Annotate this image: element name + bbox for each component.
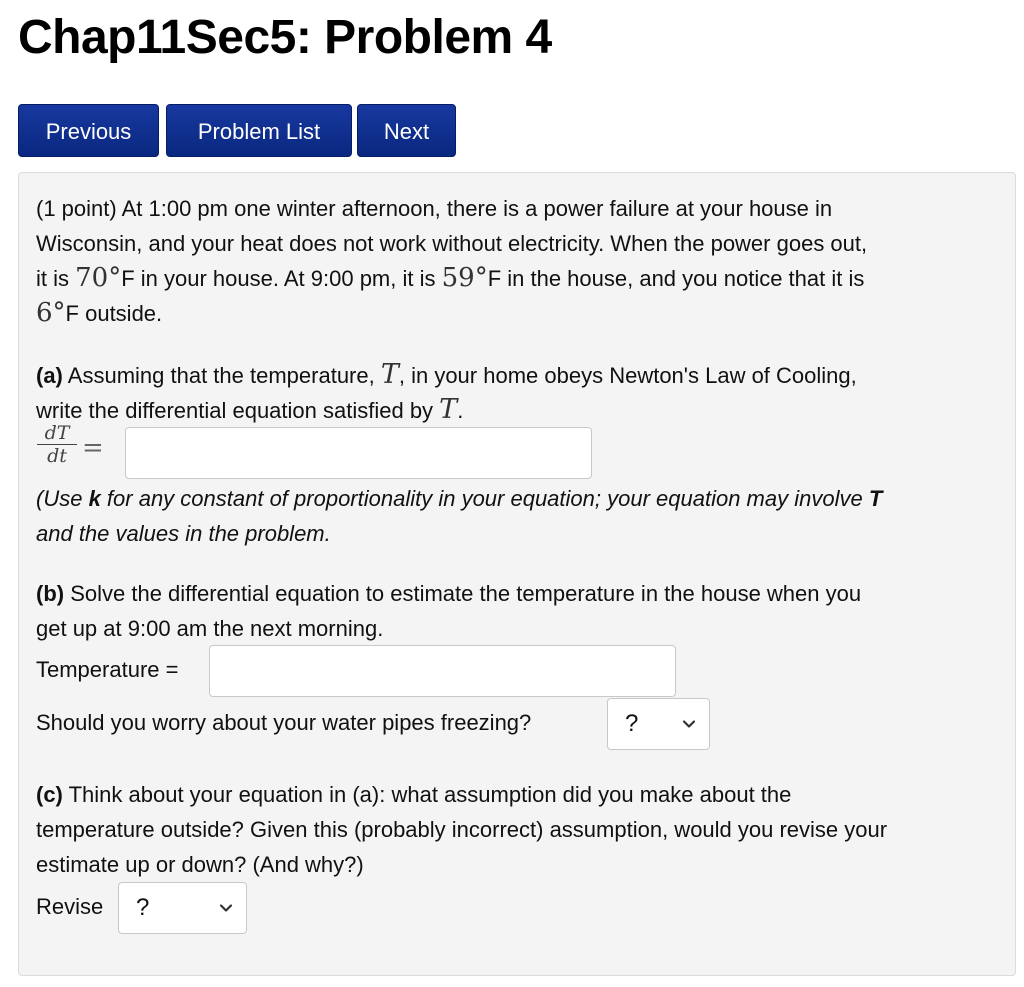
revise-selected: ? <box>136 894 150 921</box>
part-a-line-1: (a) Assuming that the temperature, T, in your home obeys Newton's Law of Cooling, <box>36 359 857 390</box>
part-c-line-3: estimate up or down? (And why?) <box>36 852 364 877</box>
equals-sign: = <box>82 433 104 463</box>
problem-list-button[interactable]: Problem List <box>166 104 352 157</box>
part-b-line-2: get up at 9:00 am the next morning. <box>36 616 384 641</box>
problem-body <box>18 172 1016 976</box>
outside-temperature: 6 <box>36 298 53 328</box>
start-temperature: 70 <box>75 263 109 293</box>
intro-line-3: it is 70°F in your house. At 9:00 pm, it is 59°F in the house, and you notice that it is <box>36 263 865 293</box>
revise-select[interactable] <box>118 882 247 934</box>
part-c-line-2: temperature outside? Given this (probably incorrect) assumption, would you revise your <box>36 817 888 842</box>
part-a-note-line-2: and the values in the problem. <box>36 521 331 546</box>
pipes-freezing-select[interactable] <box>607 698 710 750</box>
chevron-down-icon <box>218 900 234 916</box>
part-b-label: (b) <box>36 581 65 606</box>
part-a-note-line-1: (Use k for any constant of proportionality in your equation; your equation may involve T <box>36 486 883 511</box>
part-c-label: (c) <box>36 782 63 807</box>
pipes-freezing-selected: ? <box>625 710 639 737</box>
temperature-label: Temperature = <box>36 657 179 682</box>
dT-dt-fraction: $\frac{dT}{dt}$ <box>37 423 77 467</box>
temperature-input[interactable] <box>209 645 676 697</box>
later-temperature: 59 <box>441 263 475 293</box>
part-b-line-1: (b) Solve the differential equation to estimate the temperature in the house when you <box>36 581 862 606</box>
revise-label: Revise <box>36 894 104 919</box>
intro-line-1: (1 point) At 1:00 pm one winter afternoon, there is a power failure at your house in <box>36 196 833 221</box>
differential-equation-input[interactable] <box>125 427 592 479</box>
page-title: Chap11Sec5: Problem 4 <box>18 11 552 64</box>
pipes-question: Should you worry about your water pipes freezing? <box>36 710 532 735</box>
next-button[interactable]: Next <box>357 104 456 157</box>
part-c-line-1: (c) Think about your equation in (a): what assumption did you make about the <box>36 782 792 807</box>
previous-button[interactable]: Previous <box>18 104 159 157</box>
part-a-line-2: write the differential equation satisfied by T. <box>36 394 464 425</box>
part-a-label: (a) <box>36 363 63 388</box>
chevron-down-icon <box>681 716 697 732</box>
intro-line-2: Wisconsin, and your heat does not work without electricity. When the power goes out, <box>36 231 868 256</box>
intro-line-4: 6°F outside. <box>36 298 163 328</box>
